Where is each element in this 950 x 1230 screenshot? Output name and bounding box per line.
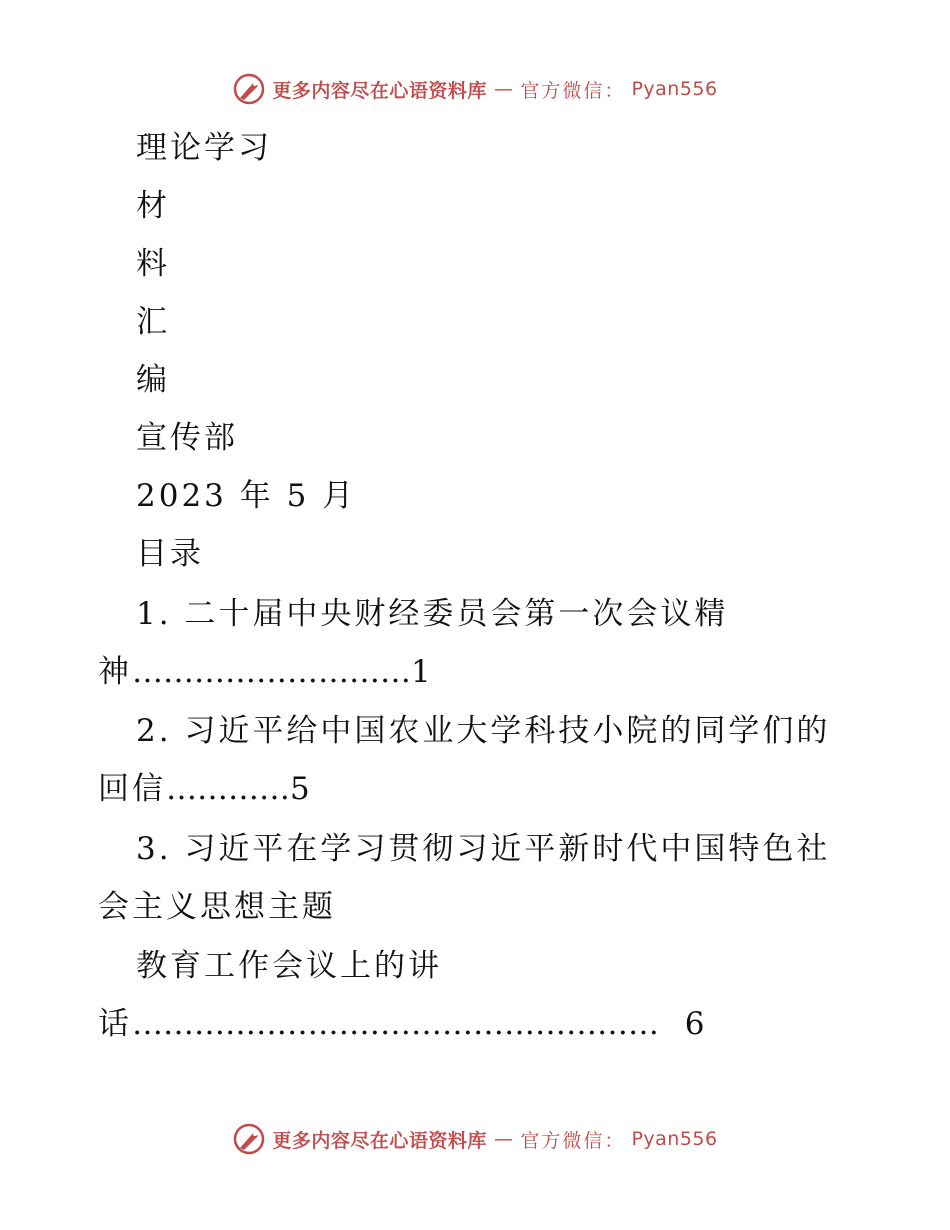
watermark-dash: — [493,1128,514,1150]
watermark-banner-bottom [0,1122,950,1156]
toc-entry-2-continuation[interactable] [98,769,313,809]
title-char-3: 汇 [136,304,170,340]
department-name: 宣传部 [136,420,238,456]
toc-entry-3-dots: …………………………………………… [132,1006,659,1042]
document-title: 理论学习 [136,130,272,166]
watermark-wechat-id: Pyan556 [631,1128,718,1150]
watermark-sub-text: 官方微信： [520,1129,626,1152]
watermark-main-text: 更多内容尽在心语资料库 [272,1129,487,1152]
watermark-banner-top [0,72,950,106]
toc-heading: 目录 [136,536,204,572]
pen-logo-icon [232,1122,266,1156]
title-char-2: 料 [136,246,170,282]
toc-entry-1-dots: ……………………… [132,654,411,690]
pen-logo-icon [232,72,266,106]
toc-entry-3-title[interactable]: 3. 习近平在学习贯彻习近平新时代中国特色社 [136,831,831,867]
title-char-1: 材 [136,188,170,224]
toc-entry-1-page: 1 [411,654,434,690]
watermark-dash: — [493,78,514,100]
toc-entry-2-tail: 回信 [98,771,166,807]
toc-entry-2-page: 5 [290,771,313,807]
watermark-main-text: 更多内容尽在心语资料库 [272,79,487,102]
toc-entry-1-continuation[interactable] [98,652,434,692]
toc-entry-2-title[interactable]: 2. 习近平给中国农业大学科技小院的同学们的 [136,713,831,749]
document-date: 2023 年 5 月 [136,478,357,514]
toc-entry-3-continuation[interactable] [98,1004,707,1044]
toc-entry-3-page: 6 [684,1006,708,1042]
toc-entry-3-line2[interactable]: 会主义思想主题 [98,889,336,925]
watermark-wechat-id: Pyan556 [631,78,718,100]
title-char-4: 编 [136,362,170,398]
toc-entry-2-dots: ………… [166,771,290,807]
watermark-sub-text: 官方微信： [520,79,626,102]
toc-entry-3-line3[interactable]: 教育工作会议上的讲 [136,948,442,984]
toc-entry-1-tail: 神 [98,654,132,690]
toc-entry-3-tail: 话 [98,1006,132,1042]
toc-entry-1-title[interactable]: 1. 二十届中央财经委员会第一次会议精 [136,596,729,632]
